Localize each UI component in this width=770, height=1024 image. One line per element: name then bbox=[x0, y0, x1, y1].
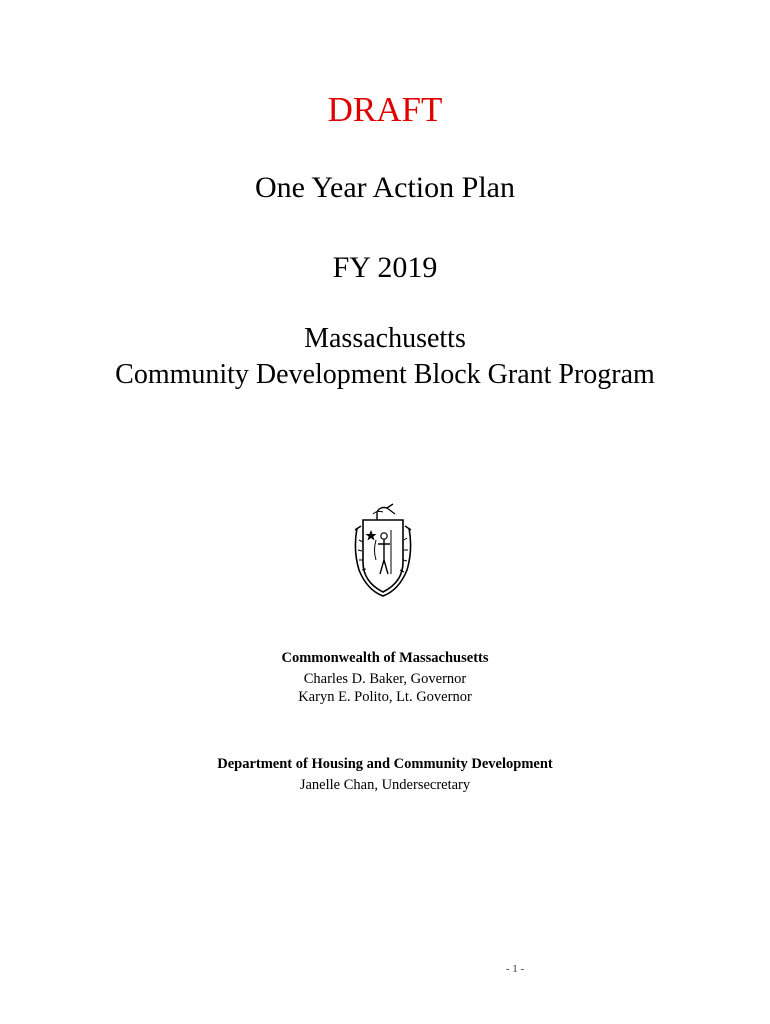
program-name: Community Development Block Grant Program bbox=[115, 359, 655, 390]
department-heading: Department of Housing and Community Development bbox=[217, 756, 553, 772]
document-title: One Year Action Plan bbox=[255, 171, 515, 204]
lt-governor-name: Karyn E. Polito, Lt. Governor bbox=[298, 689, 472, 705]
page-number: - 1 - bbox=[505, 963, 525, 975]
undersecretary-name: Janelle Chan, Undersecretary bbox=[299, 777, 471, 793]
commonwealth-heading: Commonwealth of Massachusetts bbox=[281, 650, 489, 666]
governor-name: Charles D. Baker, Governor bbox=[303, 671, 467, 687]
fiscal-year: FY 2019 bbox=[332, 251, 438, 284]
draft-label: DRAFT bbox=[327, 90, 443, 129]
state-name: Massachusetts bbox=[304, 323, 466, 354]
massachusetts-seal-icon bbox=[347, 500, 419, 600]
